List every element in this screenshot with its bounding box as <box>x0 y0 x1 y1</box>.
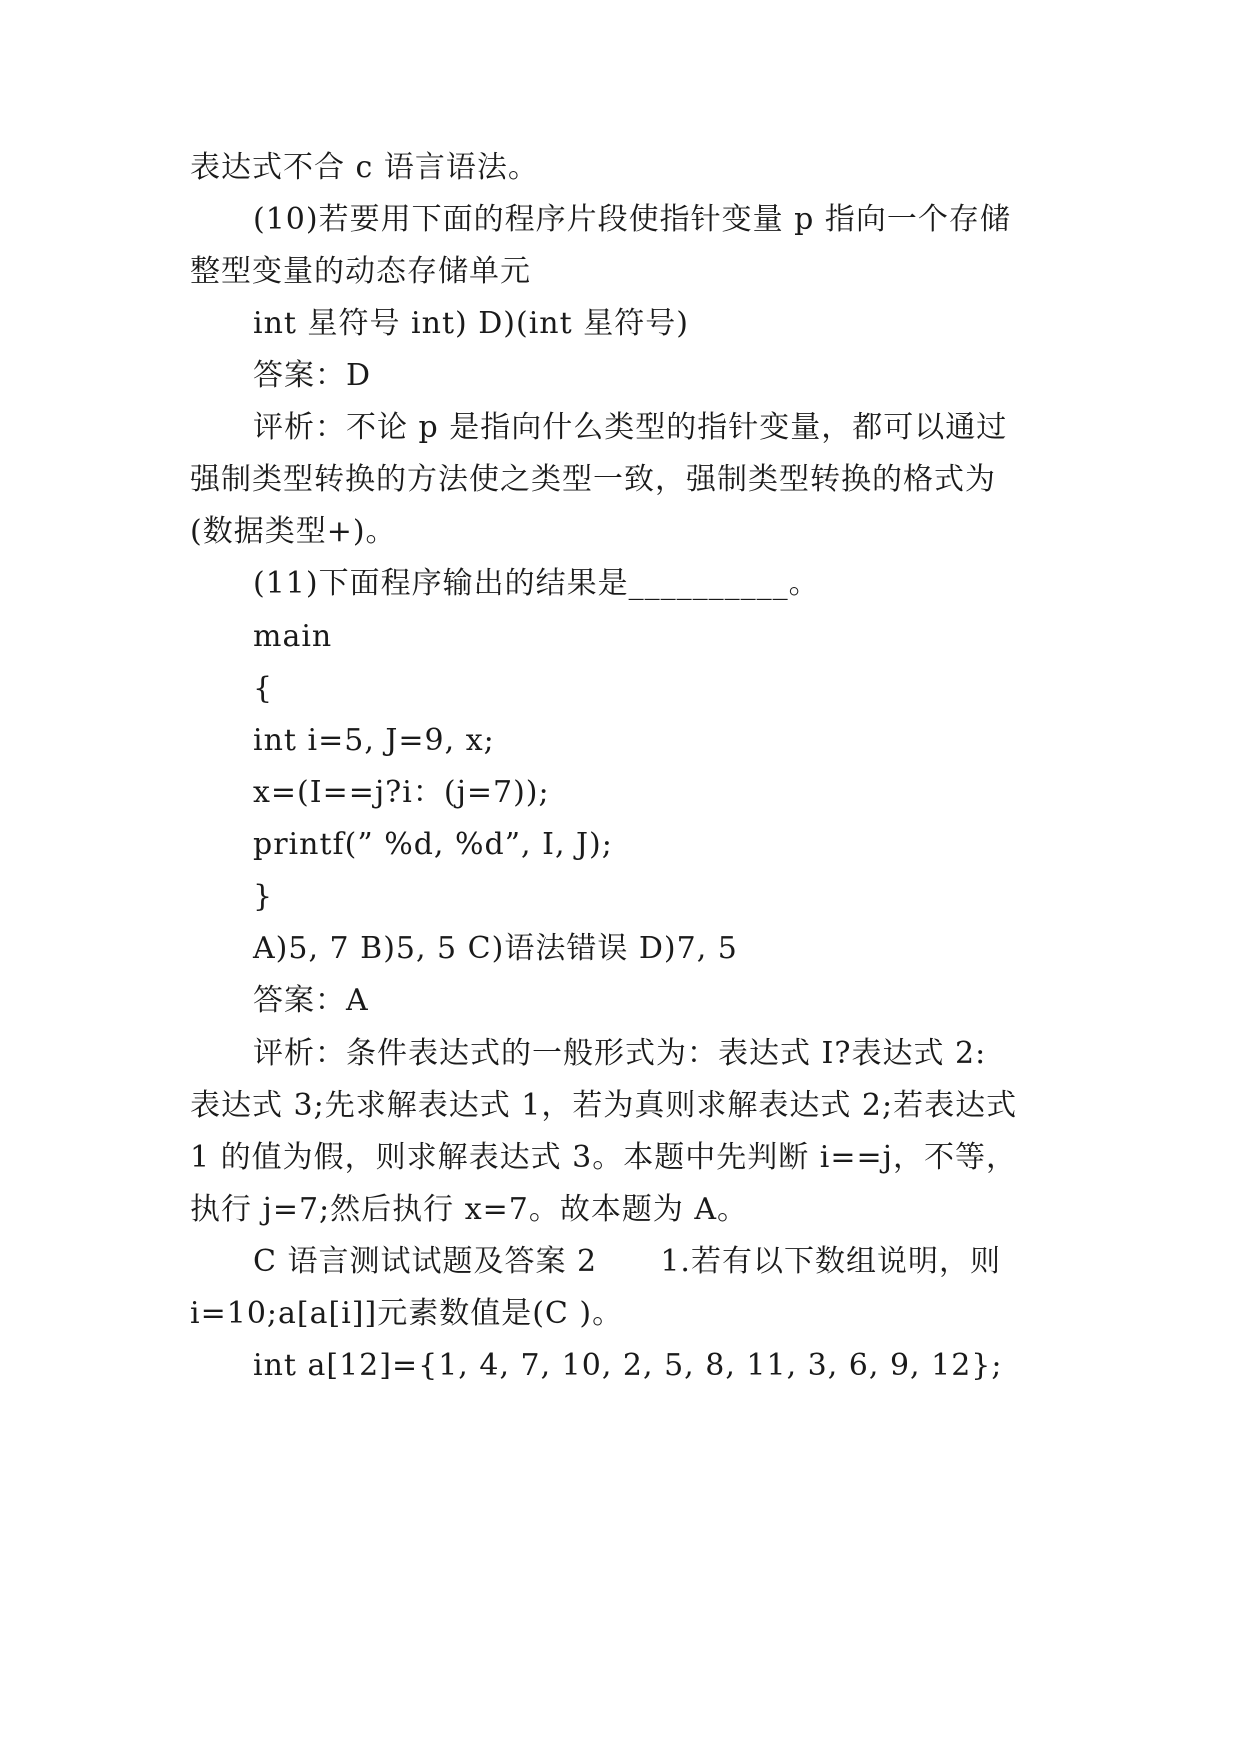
options-line: A)5, 7 B)5, 5 C)语法错误 D)7, 5 <box>253 931 738 966</box>
code-line: printf(” %d, %d”, I, J); <box>253 827 613 862</box>
text-line: 表达式不合 c 语言语法。 <box>190 150 539 185</box>
code-line: main <box>253 619 333 654</box>
analysis-line: 评析：条件表达式的一般形式为：表达式 I?表达式 2: <box>253 1036 987 1071</box>
question-10-line: (10)若要用下面的程序片段使指针变量 p 指向一个存储 <box>253 202 1011 237</box>
text-line: i=10;a[a[i]]元素数值是(C )。 <box>190 1296 624 1331</box>
analysis-line: 评析：不论 p 是指向什么类型的指针变量，都可以通过 <box>253 410 1008 445</box>
code-line: int 星符号 int) D)(int 星符号) <box>253 306 689 341</box>
code-line: { <box>253 671 274 706</box>
code-line: int i=5, J=9, x; <box>253 723 495 758</box>
text-line: 表达式 3;先求解表达式 1，若为真则求解表达式 2;若表达式 <box>190 1088 1018 1123</box>
text-line: 强制类型转换的方法使之类型一致，强制类型转换的格式为 <box>190 462 996 497</box>
answer-line: 答案：A <box>253 983 369 1018</box>
code-line: } <box>253 879 274 914</box>
question-11-line: (11)下面程序输出的结果是__________。 <box>253 566 820 601</box>
text-line: 执行 j=7;然后执行 x=7。故本题为 A。 <box>190 1192 749 1227</box>
answer-line: 答案：D <box>253 358 372 393</box>
section-heading-line: C 语言测试试题及答案 2 1.若有以下数组说明，则 <box>253 1244 1001 1279</box>
text-line: 1 的值为假，则求解表达式 3。本题中先判断 i==j，不等， <box>190 1140 1017 1175</box>
text-line: (数据类型+)。 <box>190 514 397 549</box>
text-line: 整型变量的动态存储单元 <box>190 254 531 289</box>
code-line: x=(I==j?i：(j=7)); <box>253 775 550 810</box>
code-line: int a[12]={1, 4, 7, 10, 2, 5, 8, 11, 3, 6, 9, 12}; <box>253 1348 1003 1383</box>
